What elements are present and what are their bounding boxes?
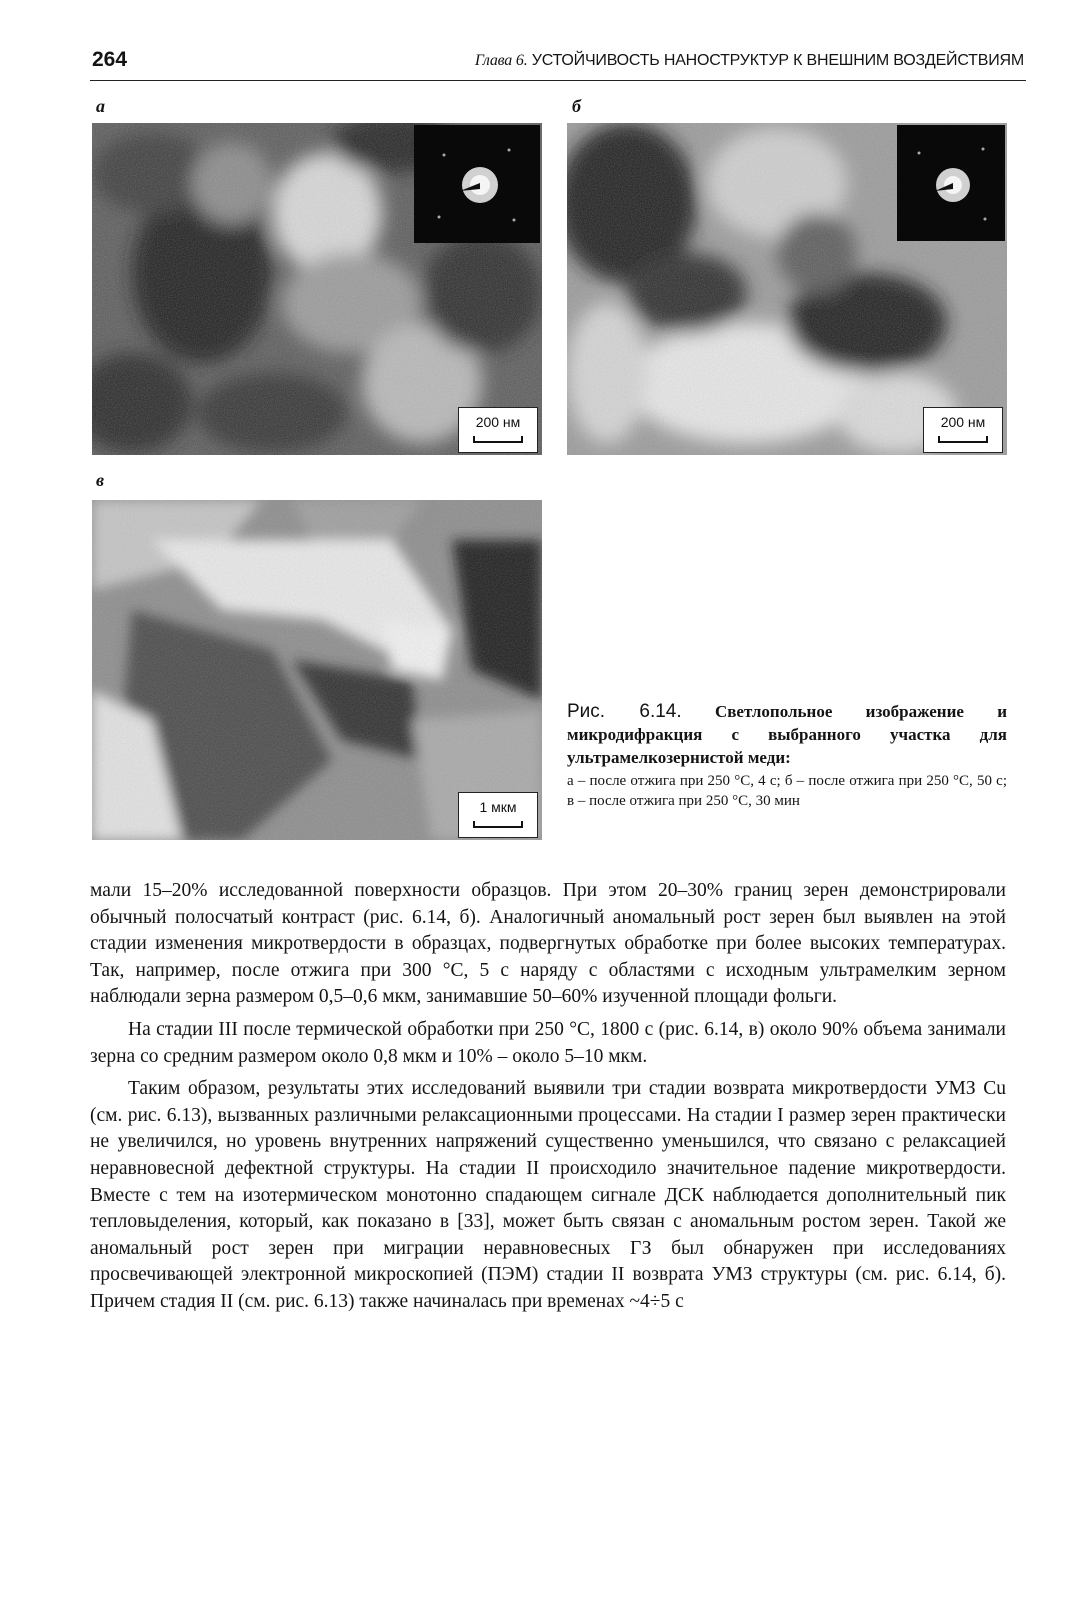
paragraph: На стадии III после термической обработки при 250 °С, 1800 с (рис. 6.14, в) около 90% объема занимали зерна со средним размером около 0,8 мкм и 10% – около 5–10 мкм.: [90, 1018, 1006, 1067]
paragraph: Таким образом, результаты этих исследований выявили три стадии возврата микротвердости УМЗ Cu (см. рис. 6.13), вызванных различными релаксационными процессами. На стадии I размер зерен практически не увеличился, но уровень внутренних напряжений существенно уменьшился, что связано с релаксацией неравновесной дефектной структуры. На стадии II происходило значительное падение микротвердости. Вместе с тем на изотермическом монотонно спадающем сигнале ДСК наблюдается дополнительный пик тепловыделения, который, как показано в [33], может быть связан с аномальным ростом зерен. Такой же аномальный рост зерен при миграции неравновесных ГЗ был обнаружен при исследованиях просвечивающей электронной микроскопией (ПЭМ) стадии II возврата УМЗ структуры (см. рис. 6.14, б). Причем стадия II (см. рис. 6.13) также начиналась при временах ~4÷5 с: [90, 1078, 1006, 1312]
chapter-title: УСТОЙЧИВОСТЬ НАНОСТРУКТУР К ВНЕШНИМ ВОЗДЕЙСТВИЯМ: [531, 52, 1024, 69]
diffraction-pattern-icon: [414, 125, 540, 243]
running-header: [90, 44, 1026, 81]
scale-bar-b: [923, 407, 1003, 453]
scale-bar-a: [458, 407, 538, 453]
caption-title: Светлопольное изображение и микродифракция с выбранного участка для ультрамелкозернистой меди:: [567, 702, 1008, 767]
micrograph-v: [92, 500, 542, 840]
caption-heading: [567, 700, 1007, 769]
caption-number: Рис. 6.14.: [567, 701, 682, 722]
caption-description: а – после отжига при 250 °С, 4 с; б – после отжига при 250 °С, 50 с; в – после отжига при 250 °С, 30 мин: [567, 773, 1007, 809]
figure-caption: [567, 700, 1007, 811]
scale-label-a: 200 нм: [475, 414, 521, 430]
paragraph: мали 15–20% исследованной поверхности образцов. При этом 20–30% границ зерен демонстрировали обычный полосчатый контраст (рис. 6.14, б). Аналогичный аномальный рост зерен был выявлен на этой стадии изменения микротвердости в образцах, подвергнутых обработке при более высоких температурах. Так, например, после отжига при 300 °С, 5 с наряду с областями с исходным ультрамелким зерном наблюдали зерна размером 0,5–0,6 мкм, занимавшие 50–60% изученной площади фольги.: [90, 880, 1006, 1008]
chapter-label: Глава 6.: [474, 52, 528, 69]
body-text: [90, 878, 1006, 1322]
scale-line-b: [938, 436, 988, 443]
scale-label-b: 200 нм: [940, 414, 986, 430]
scale-line-v: [473, 821, 523, 828]
scale-label-v: 1 мкм: [479, 799, 517, 815]
micrograph-v-texture: [92, 500, 542, 840]
micrograph-a: [92, 123, 542, 455]
panel-letter-v: в: [96, 470, 105, 490]
running-head: [475, 52, 1024, 70]
diffraction-inset-a: [414, 125, 540, 243]
scale-line-a: [473, 436, 523, 443]
diffraction-pattern-icon: [897, 125, 1005, 241]
micrograph-b: [567, 123, 1007, 455]
panel-letter-a: а: [96, 96, 105, 116]
panel-letter-b: б: [572, 96, 581, 116]
diffraction-inset-b: [897, 125, 1005, 241]
page-number: 264: [92, 48, 128, 71]
scale-bar-v: [458, 792, 538, 838]
